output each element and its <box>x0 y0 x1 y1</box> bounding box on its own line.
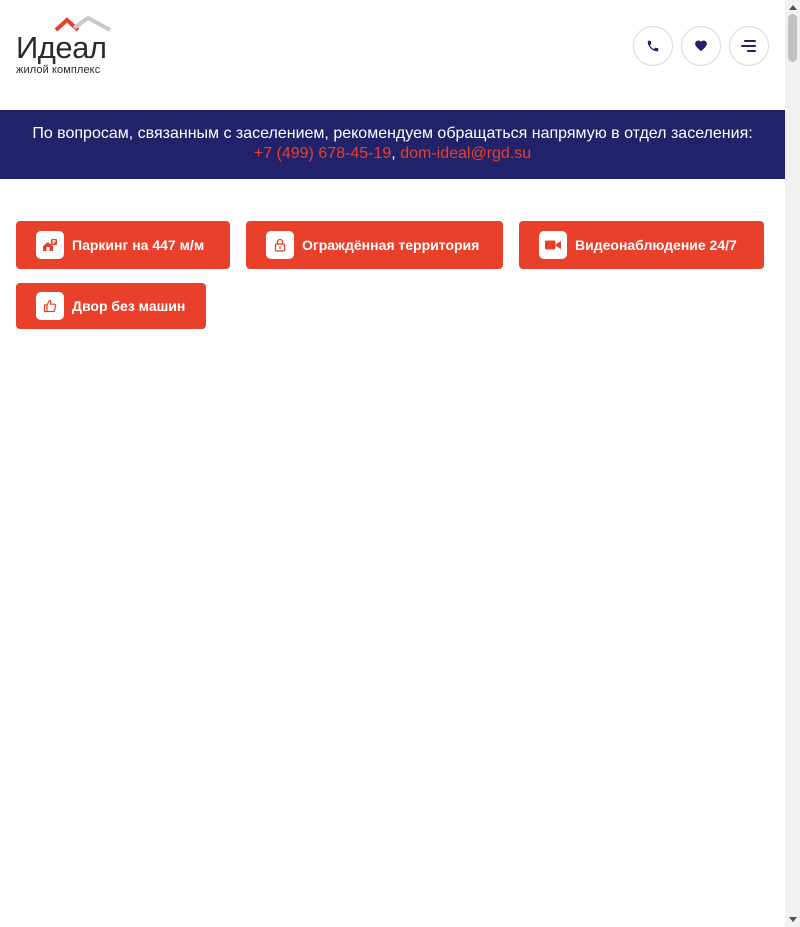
banner-text: По вопросам, связанным с заселением, рекомендуем обращаться напрямую в отдел заселения: <box>32 125 753 142</box>
phone-button[interactable] <box>633 26 673 66</box>
thumbs-up-icon <box>36 292 64 320</box>
lock-icon <box>266 231 294 259</box>
settlement-notice-banner <box>0 110 785 179</box>
favorites-button[interactable] <box>681 26 721 66</box>
scroll-down-arrow-icon[interactable] <box>785 912 800 926</box>
feature-fenced-territory-label: Ограждённая территория <box>302 237 480 253</box>
video-camera-icon <box>539 231 567 259</box>
heart-icon <box>694 39 708 53</box>
feature-parking[interactable] <box>16 221 230 269</box>
scroll-up-arrow-icon[interactable] <box>785 0 800 14</box>
svg-text:P: P <box>52 240 56 246</box>
feature-video-surveillance[interactable] <box>519 221 764 269</box>
banner-phone-link[interactable]: +7 (499) 678-45-19 <box>253 145 392 162</box>
phone-icon <box>646 39 660 53</box>
banner-contacts <box>0 144 785 164</box>
banner-separator: , <box>391 145 396 162</box>
banner-email-link[interactable]: dom-ideal@rgd.su <box>400 145 532 162</box>
feature-car-free-yard[interactable] <box>16 283 206 329</box>
logo-subtitle: жилой комплекс <box>16 64 101 76</box>
feature-video-surveillance-label: Видеонаблюдение 24/7 <box>575 237 737 253</box>
feature-parking-label: Паркинг на 447 м/м <box>72 237 205 253</box>
feature-fenced-territory[interactable] <box>246 221 503 269</box>
parking-icon <box>36 231 64 259</box>
logo-title: Идеал <box>16 30 107 65</box>
menu-icon <box>740 38 758 54</box>
feature-car-free-yard-label: Двор без машин <box>72 298 186 314</box>
scrollbar-thumb[interactable] <box>788 14 797 62</box>
menu-button[interactable] <box>729 26 769 66</box>
logo[interactable] <box>16 16 112 76</box>
scrollbar[interactable] <box>785 0 800 927</box>
site-header <box>0 0 785 110</box>
